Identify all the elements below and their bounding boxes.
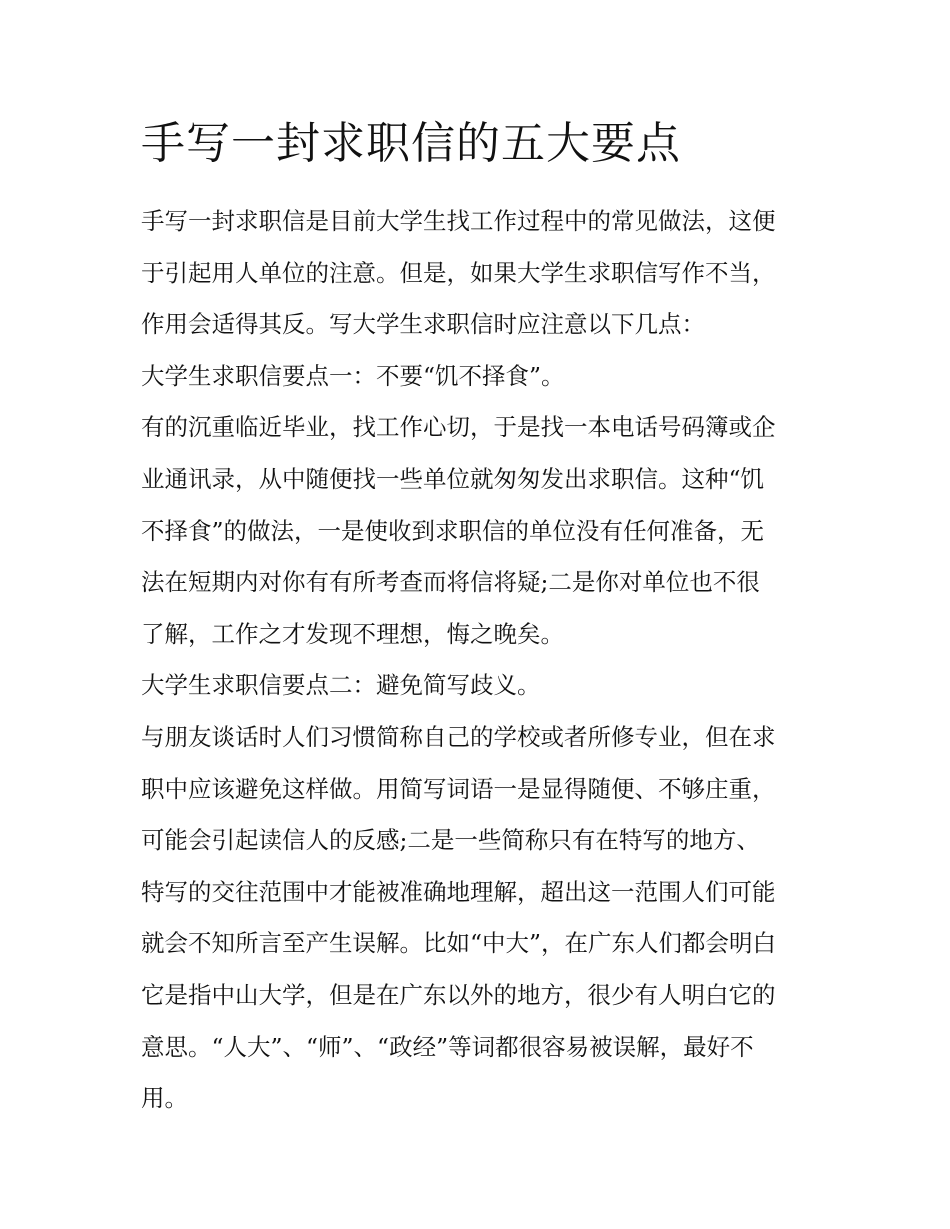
body-line: 手写一封求职信是目前大学生找工作过程中的常见做法，这便 <box>141 207 776 235</box>
body-line: 有的沉重临近毕业，找工作心切，于是找一本电话号码簿或企 <box>141 413 776 442</box>
section-heading-2: 大学生求职信要点二：避免简写歧义。 <box>141 671 541 700</box>
body-line: 法在短期内对你有有所考查而将信将疑;二是你对单位也不很 <box>141 568 760 597</box>
body-line: 作用会适得其反。写大学生求职信时应注意以下几点： <box>141 310 705 339</box>
body-line: 特写的交往范围中才能被准确地理解，超出这一范围人们可能 <box>141 877 776 906</box>
body-line: 用。 <box>141 1084 188 1113</box>
section-heading-1: 大学生求职信要点一：不要“饥不择食”。 <box>141 361 565 390</box>
body-line: 与朋友谈话时人们习惯简称自己的学校或者所修专业，但在求 <box>141 722 776 751</box>
body-line: 意思。“人大”、“师”、“政经”等词都很容易被误解，最好不 <box>141 1032 754 1061</box>
body-line: 不择食”的做法，一是使收到求职信的单位没有任何准备，无 <box>141 516 765 545</box>
body-line: 就会不知所言至产生误解。比如“中大”，在广东人们都会明白 <box>141 929 777 958</box>
document-body <box>141 196 813 1125</box>
body-line: 它是指中山大学，但是在广东以外的地方，很少有人明白它的 <box>141 980 776 1009</box>
body-line: 于引起用人单位的注意。但是，如果大学生求职信写作不当， <box>141 258 776 287</box>
body-line: 业通讯录，从中随便找一些单位就匆匆发出求职信。这种“饥 <box>141 464 765 493</box>
document-title: 手写一封求职信的五大要点 <box>141 118 681 169</box>
body-line: 可能会引起读信人的反感;二是一些简称只有在特写的地方、 <box>141 826 760 855</box>
body-line: 职中应该避免这样做。用简写词语一是显得随便、不够庄重， <box>141 774 776 803</box>
body-line: 了解，工作之才发现不理想，悔之晚矣。 <box>141 619 564 648</box>
